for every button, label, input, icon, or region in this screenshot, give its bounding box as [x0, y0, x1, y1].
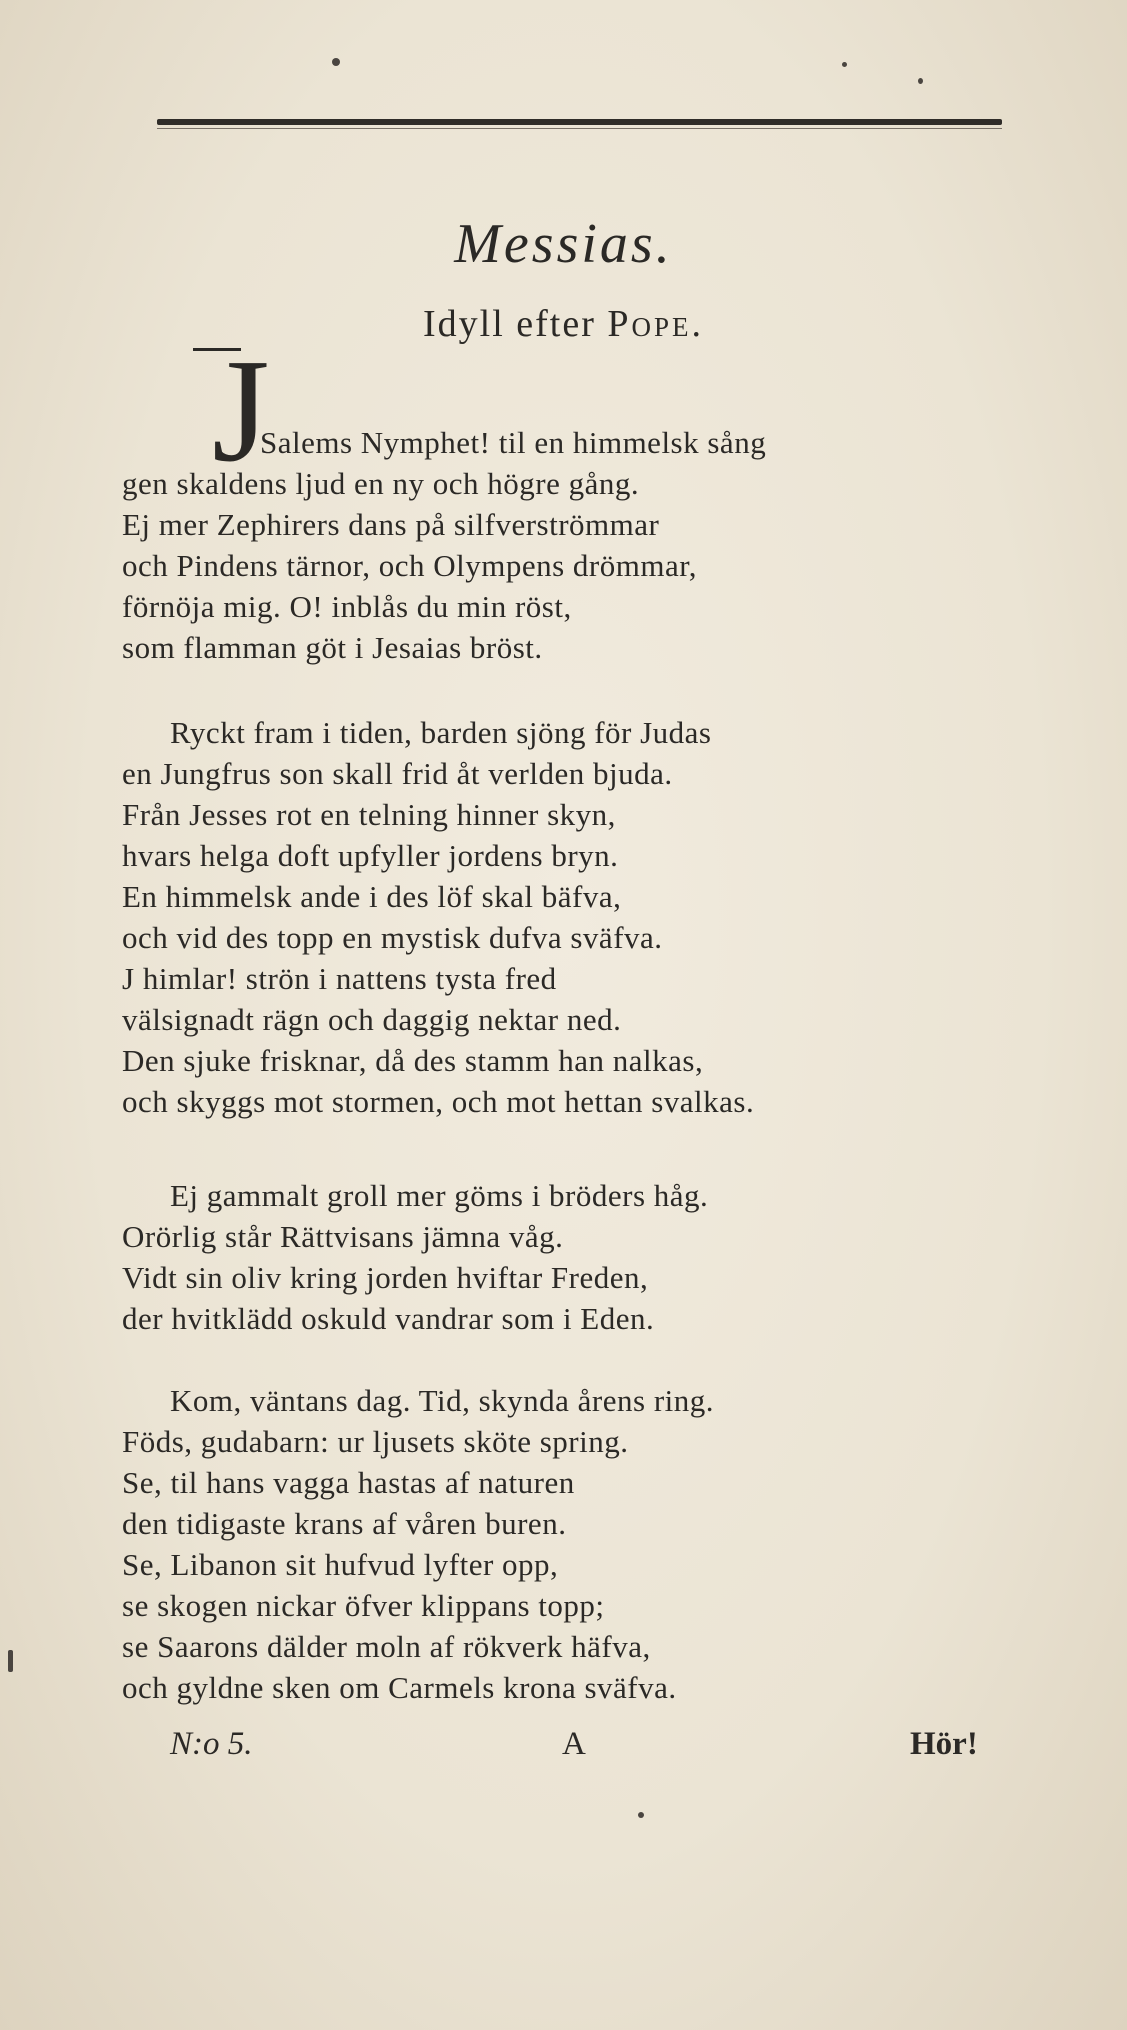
ink-speck — [842, 62, 847, 67]
verse-line: Ej gammalt groll mer göms i bröders håg. — [170, 1178, 709, 1213]
verse-line: Se, Libanon sit hufvud lyfter opp, — [122, 1547, 559, 1582]
ink-speck — [8, 1650, 13, 1672]
verse-line: se skogen nickar öfver klippans topp; — [122, 1588, 605, 1623]
poem-subtitle — [0, 302, 1127, 346]
stanza-2 — [122, 712, 754, 1122]
subtitle-author: Pope. — [607, 303, 705, 345]
stanza-4 — [122, 1380, 714, 1708]
verse-line: och vid des topp en mystisk dufva sväfva. — [122, 920, 663, 955]
header-rule-thin — [157, 128, 1002, 129]
verse-line: Ej mer Zephirers dans på silfverströmmar — [122, 507, 660, 542]
signature-letter: A — [562, 1726, 586, 1762]
verse-line: hvars helga doft upfyller jordens bryn. — [122, 838, 619, 873]
verse-line: Se, til hans vagga hastas af naturen — [122, 1465, 575, 1500]
verse-line: se Saarons dälder moln af rökverk häfva, — [122, 1629, 651, 1664]
verse-line: Ryckt fram i tiden, barden sjöng för Judas — [170, 715, 712, 750]
ink-speck — [918, 78, 923, 84]
header-rule — [157, 119, 1002, 125]
verse-line: den tidigaste krans af våren buren. — [122, 1506, 567, 1541]
verse-line: och gyldne sken om Carmels krona sväfva. — [122, 1670, 677, 1705]
verse-line: Från Jesses rot en telning hinner skyn, — [122, 797, 616, 832]
verse-line: J himlar! strön i nattens tysta fred — [122, 961, 557, 996]
verse-line: och skyggs mot stormen, och mot hettan svalkas. — [122, 1084, 755, 1119]
verse-line: Föds, gudabarn: ur ljusets sköte spring. — [122, 1424, 629, 1459]
poem-title: Messias. — [454, 213, 673, 275]
stanza-3 — [122, 1175, 708, 1339]
verse-line: der hvitklädd oskuld vandrar som i Eden. — [122, 1301, 655, 1336]
stanza-1 — [122, 422, 766, 668]
ink-speck — [332, 58, 340, 66]
subtitle-prefix: Idyll efter — [422, 303, 596, 345]
verse-line: gen skaldens ljud en ny och högre gång. — [122, 466, 640, 501]
catchword: Hör! — [910, 1726, 978, 1762]
signature-mark: N:o 5. — [170, 1726, 253, 1762]
verse-line: Vidt sin oliv kring jorden hviftar Freden, — [122, 1260, 649, 1295]
verse-line: som flamman göt i Jesaias bröst. — [122, 630, 543, 665]
ink-speck — [638, 1812, 644, 1818]
verse-line: Orörlig står Rättvisans jämna våg. — [122, 1219, 564, 1254]
verse-line: Den sjuke frisknar, då des stamm han nalkas, — [122, 1043, 704, 1078]
verse-line: En himmelsk ande i des löf skal bäfva, — [122, 879, 622, 914]
verse-line: Kom, väntans dag. Tid, skynda årens ring. — [170, 1383, 715, 1418]
verse-line: Salems Nymphet! til en himmelsk sång — [260, 425, 767, 460]
verse-line: och Pindens tärnor, och Olympens drömmar, — [122, 548, 698, 583]
drop-cap: J — [212, 329, 270, 493]
verse-line: förnöja mig. O! inblås du min röst, — [122, 589, 572, 624]
verse-line: välsignadt rägn och daggig nektar ned. — [122, 1002, 622, 1037]
verse-line: en Jungfrus son skall frid åt verlden bjuda. — [122, 756, 673, 791]
